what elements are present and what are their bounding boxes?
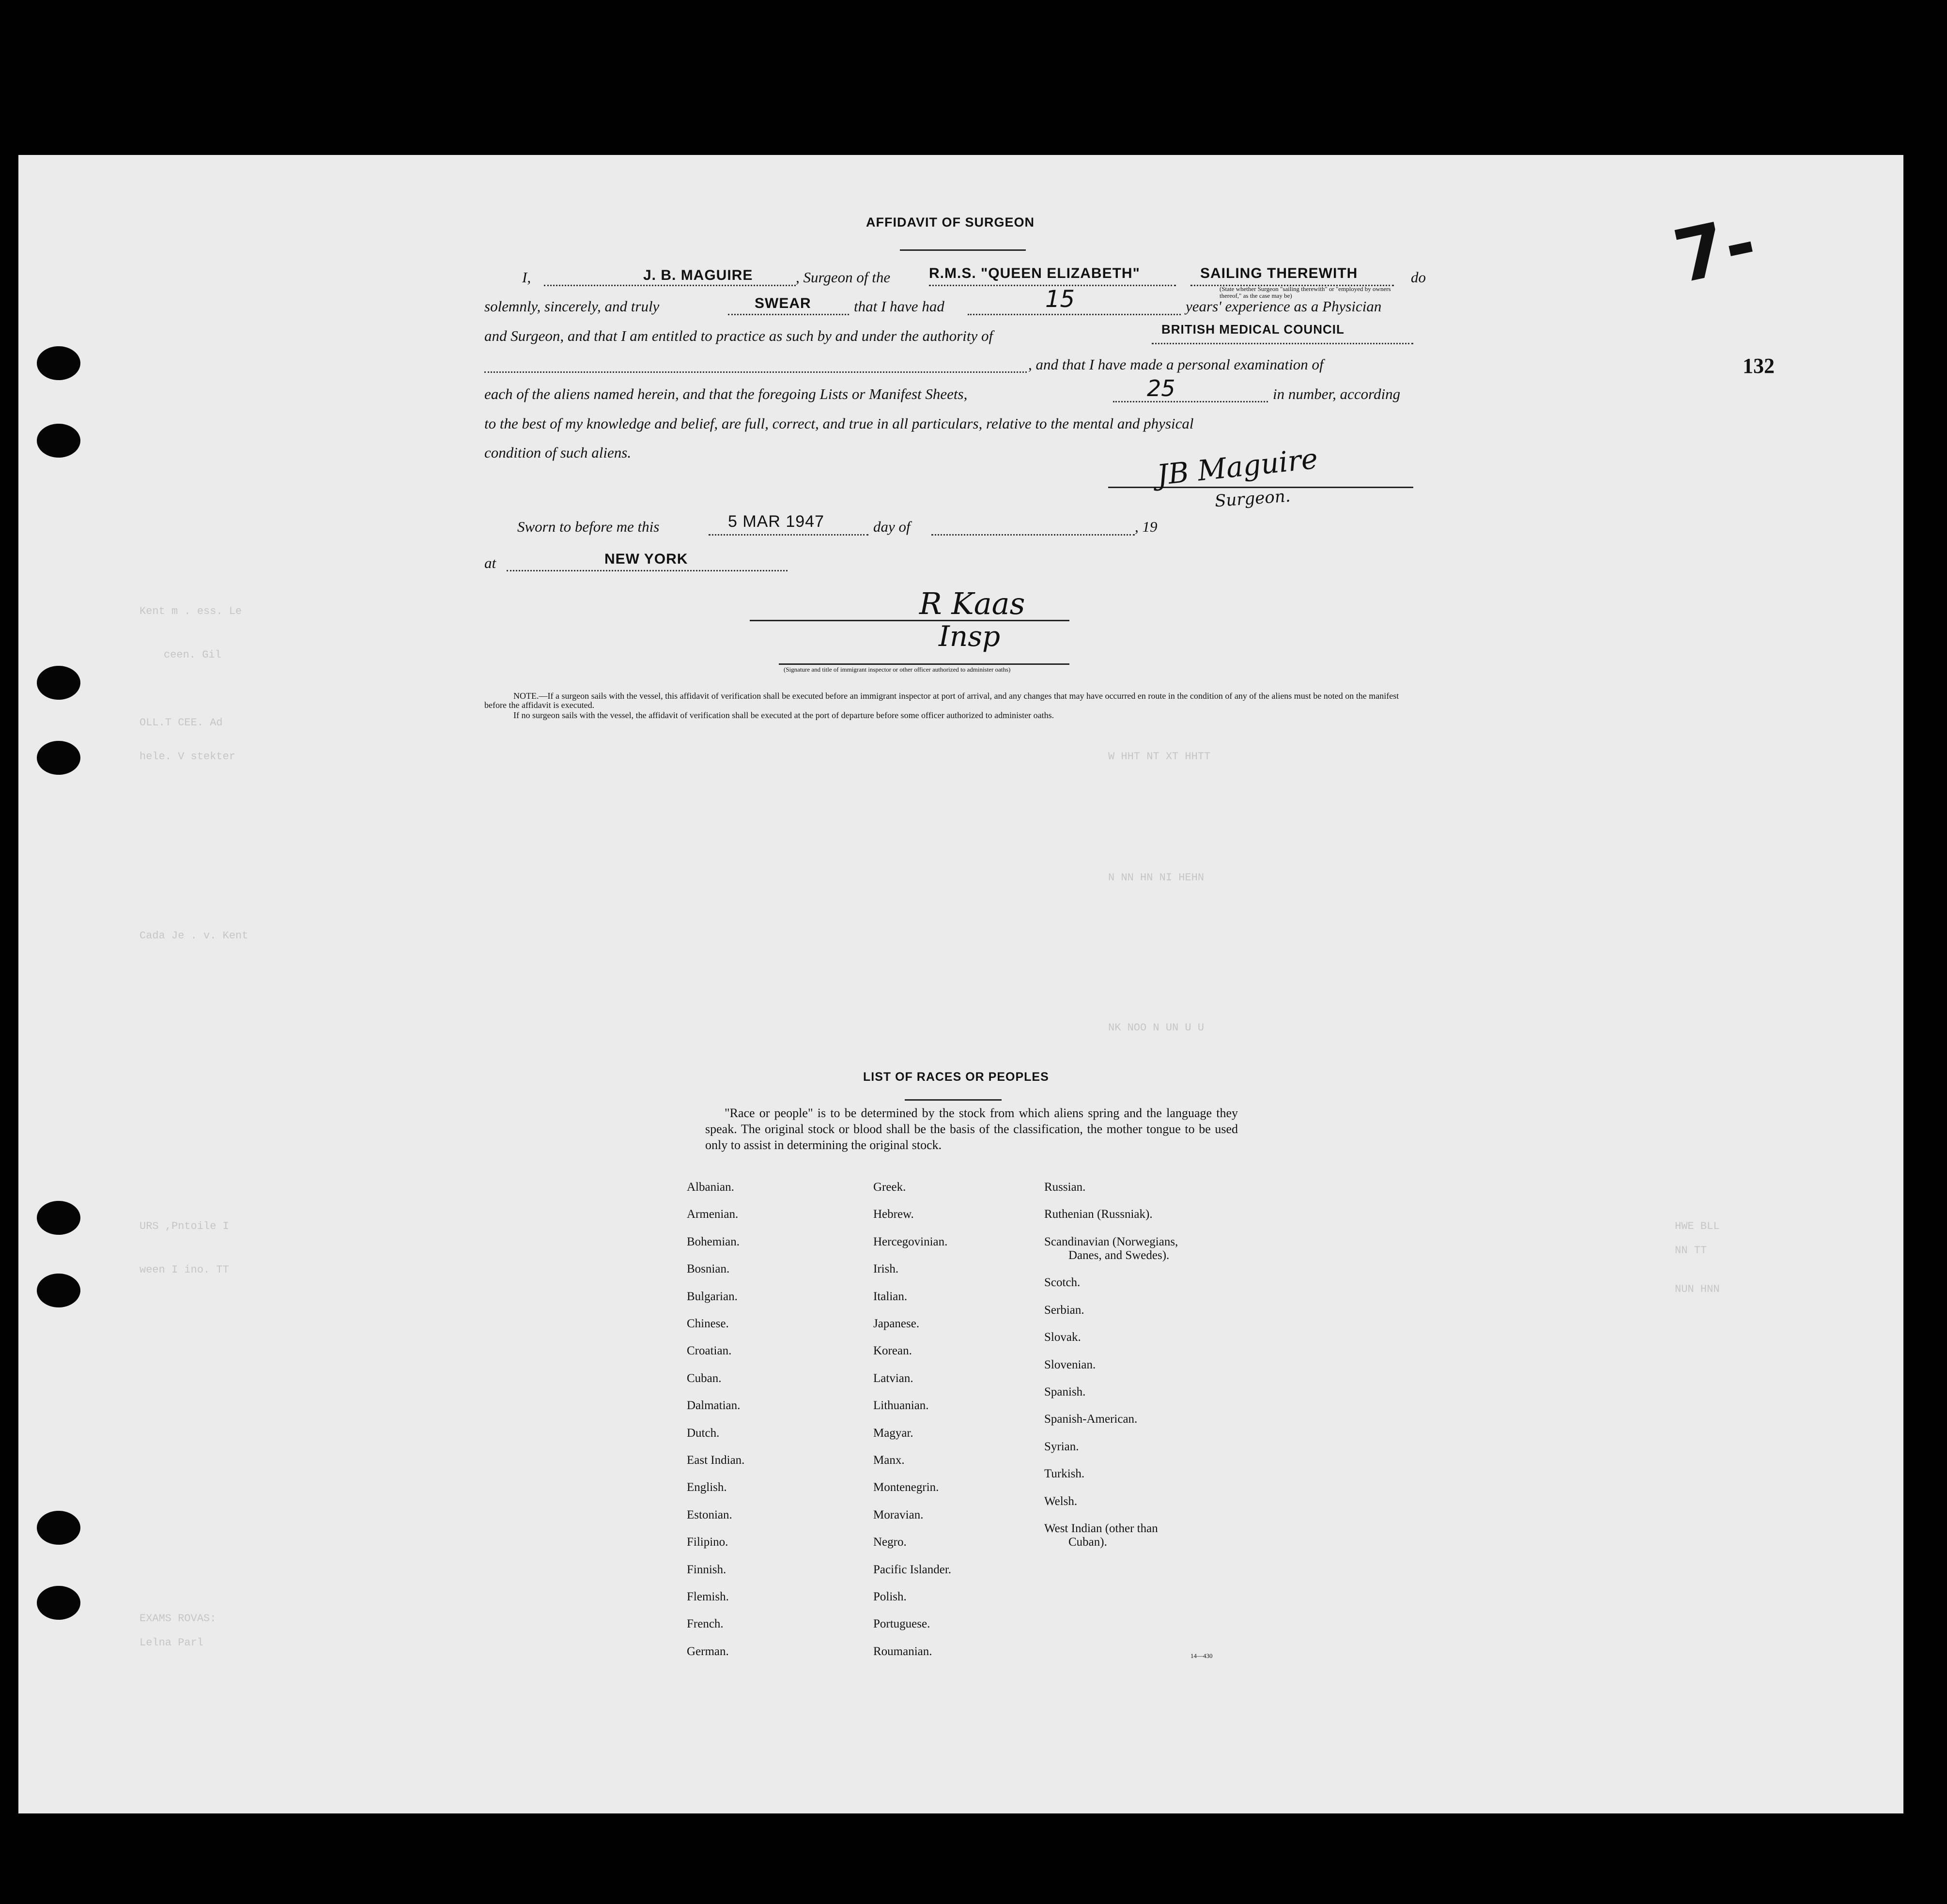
punch-hole [37,1201,80,1235]
punch-hole [37,666,80,700]
race-item: Turkish. [1044,1467,1085,1481]
race-item: Montenegrin. [873,1481,939,1494]
manifest-sheet-count: 25 [1147,375,1175,401]
race-item: German. [687,1644,729,1658]
race-item: Armenian. [687,1208,739,1221]
race-item: Lithuanian. [873,1399,929,1413]
race-item: Cuban. [687,1371,722,1385]
race-item: Moravian. [873,1508,924,1521]
race-item: Albanian. [687,1181,734,1194]
race-item: Flemish. [687,1590,729,1603]
races-title: LIST OF RACES OR PEOPLES [863,1070,1049,1084]
officer-caption: (Signature and title of immigrant inspector or other officer authorized to administer oaths) [784,666,1011,673]
race-item: West Indian (other than [1044,1522,1158,1535]
race-item: Pacific Islander. [873,1563,952,1576]
race-item: Manx. [873,1454,905,1467]
vessel-name: R.M.S. "QUEEN ELIZABETH" [929,265,1140,281]
race-item: French. [687,1617,724,1631]
race-item: Dutch. [687,1426,720,1440]
officer-signature: R Kaas [919,586,1025,621]
affidavit-title: AFFIDAVIT OF SURGEON [866,215,1035,230]
punch-hole [37,1511,80,1545]
sworn-date-stamp: 5 MAR 1947 [728,512,824,531]
authority-intro: and Surgeon, and that I am entitled to practice as such by and under the authority of [484,327,993,344]
surgeon-role-handwritten: Surgeon. [1214,486,1291,511]
race-item: Korean. [873,1344,912,1358]
do-label: do [1411,269,1426,286]
surgeon-status: SAILING THEREWITH [1200,265,1358,281]
form-number: 14—430 [1190,1652,1213,1659]
race-item: Spanish-American. [1044,1413,1138,1426]
race-item: Roumanian. [873,1644,932,1658]
race-item: Welsh. [1044,1494,1078,1508]
punch-hole [37,346,80,380]
race-item: Cuban). [1068,1535,1107,1549]
oath-type: SWEAR [755,295,811,311]
race-item: Estonian. [687,1508,732,1521]
race-item: East Indian. [687,1454,745,1467]
status-note: (State whether Surgeon "sailing therewith" or "employed by owners thereof," as the case may be) [1220,285,1391,299]
sworn-intro: Sworn to before me this [517,518,660,535]
note-no-surgeon: If no surgeon sails with the vessel, the affidavit of verification shall be executed at the port of departure before some officer authorized to administer oaths. [513,710,1054,720]
race-item: English. [687,1481,727,1494]
race-item: Croatian. [687,1344,732,1358]
race-item: Bulgarian. [687,1290,738,1303]
examination-statement: , and that I have made a personal examination of [1028,356,1324,373]
race-item: Spanish. [1044,1385,1086,1398]
at-label: at [484,554,496,571]
day-of-label: day of [873,518,911,535]
race-item: Russian. [1044,1181,1086,1194]
oath-intro: solemnly, sincerely, and truly [484,298,660,315]
race-item: Slovak. [1044,1331,1081,1344]
race-item: Magyar. [873,1426,913,1440]
affidavit-statement-end: condition of such aliens. [484,444,632,461]
race-item: Finnish. [687,1563,726,1576]
years-suffix: years' experience as a Physician [1186,298,1382,315]
race-item: Latvian. [873,1371,913,1385]
race-item: Ruthenian (Russniak). [1044,1208,1153,1221]
punch-hole [37,741,80,775]
race-item: Syrian. [1044,1440,1079,1453]
race-item: Danes, and Swedes). [1068,1249,1170,1262]
race-item: Polish. [873,1590,907,1603]
race-item: Negro. [873,1535,907,1549]
years-intro: that I have had [854,298,944,315]
race-item: Scandinavian (Norwegians, [1044,1235,1178,1248]
document-sheet: Kent m . ess. Le ceen. Gil OLL.T CEE. Ad hele. V stekter Cada Je . v. Kent URS ,Pntoile I ween I ino. TT EXAMS ROVAS: Lelna Parl HWE BLL NN TT NUN HNN W HHT NT XT HHTT N NN HN NI HEHN NK NOO N UN U U 7- 132 AFFIDAVIT OF SURGEON I, J. B. MAGUIRE , Surgeon of the R.M.S. "QUEEN ELIZABETH" SAILING THEREWITH (State whether Surgeon "sailing therewith" or "employed by owners thereof," as the case may be) do solemnly, sincerely, and truly SWEAR that I have had 15 years' experience as a Physician and Surgeon, and that I am entitled to practice as such by and under the authority of BRITISH MEDICAL COUNCIL , and that I have made a personal examination of each of the aliens named herein, and that the foregoing Lists or Manifest Sheets, 25 in number, according to the best of my knowledge and belief, are full, correct, and true in all particulars, relative to the mental and physical condition of such aliens. JB Maguire Surgeon. Sworn to before me this 5 MAR 1947 day of , 19 at NEW YORK R Kaas Insp (Signature and title of immigrant inspector or other officer authorized to administer oaths) NOTE.—If a surgeon sails with the vessel, this affidavit of verification shall be executed before an immigrant inspector at port of arrival, and any changes that may have occurred en route in the condition of any of the aliens must be noted on the manifest before the affidavit is executed. If no surgeon sails with the vessel, the affidavit of verification shall be executed at the port of departure before some officer authorized to administer oaths. LIST OF RACES OR PEOPLES "Race or people" is to be determined by the stock from which aliens spring and the language they speak. The original stock or blood shall be the basis of the classification, the mother tongue to be used only to assist in determining the original stock. Albanian. Armenian. Bohemian. Bosnian. Bulgarian. Chinese. Croatian. Cuban. Dalmatian. Dutch. East Indian. English. Estonian. Filipino. Finnish. Flemish. French. German. Greek. Hebrew. Hercegovinian. Irish. Italian. Japanese. Korean. Latvian. Lithuanian. Magyar. Manx. Montenegrin. Moravian. Negro. Pacific Islander. Polish. Portuguese. Roumanian. Russian. Ruthenian (Russniak). Scandinavian (Norwegians, Danes, and Swedes). Scotch. Serbian. Slovak. Slovenian. Spanish. Spanish-American. Syrian. Turkish. Welsh. West Indian (other than Cuban). 14—430 [18,155,1903,1813]
race-item: Japanese. [873,1317,920,1330]
race-item: Scotch. [1044,1276,1081,1290]
page-number: 132 [1743,354,1775,378]
manifest-suffix: in number, according [1273,385,1401,402]
race-item: Irish. [873,1262,899,1276]
race-item: Portuguese. [873,1617,930,1631]
punch-hole [37,1586,80,1620]
sworn-place: NEW YORK [604,551,688,567]
punch-hole [37,424,80,458]
race-item: Serbian. [1044,1303,1084,1317]
race-item: Italian. [873,1290,908,1303]
licensing-authority: BRITISH MEDICAL COUNCIL [1161,322,1344,337]
affidavit-statement: to the best of my knowledge and belief, are full, correct, and true in all particulars, relative to the mental and physical [484,415,1194,432]
affidavit-i: I, [522,269,531,286]
surgeon-of-label: , Surgeon of the [796,269,891,286]
manifest-intro: each of the aliens named herein, and that the foregoing Lists or Manifest Sheets, [484,385,968,402]
corner-handwritten-mark: 7- [1667,200,1763,300]
surgeon-name: J. B. MAGUIRE [643,267,753,283]
race-item: Filipino. [687,1535,728,1549]
years-experience: 15 [1045,286,1075,313]
race-item: Bosnian. [687,1262,730,1276]
race-item: Slovenian. [1044,1358,1096,1371]
punch-hole [37,1274,80,1307]
race-item: Greek. [873,1181,906,1194]
race-item: Hercegovinian. [873,1235,948,1248]
race-item: Bohemian. [687,1235,740,1248]
year-prefix: , 19 [1135,518,1158,535]
race-item: Chinese. [687,1317,729,1330]
surgeon-signature: JB Maguire [1155,442,1320,492]
note-surgeon-sails: NOTE.—If a surgeon sails with the vessel, this affidavit of verification shall be executed before an immigrant inspector at port of arrival, and any changes that may have occurred en route in the condition of any of the aliens must be noted on the manifest before the affidavit is executed. [484,691,1399,710]
races-intro: "Race or people" is to be determined by the stock from which aliens spring and the language they speak. The original stock or blood shall be the basis of the classification, the mother tongue to be used only to assist in determining the original stock. [705,1106,1238,1152]
race-item: Hebrew. [873,1208,914,1221]
race-item: Dalmatian. [687,1399,741,1413]
officer-title-handwritten: Insp [939,620,1001,653]
